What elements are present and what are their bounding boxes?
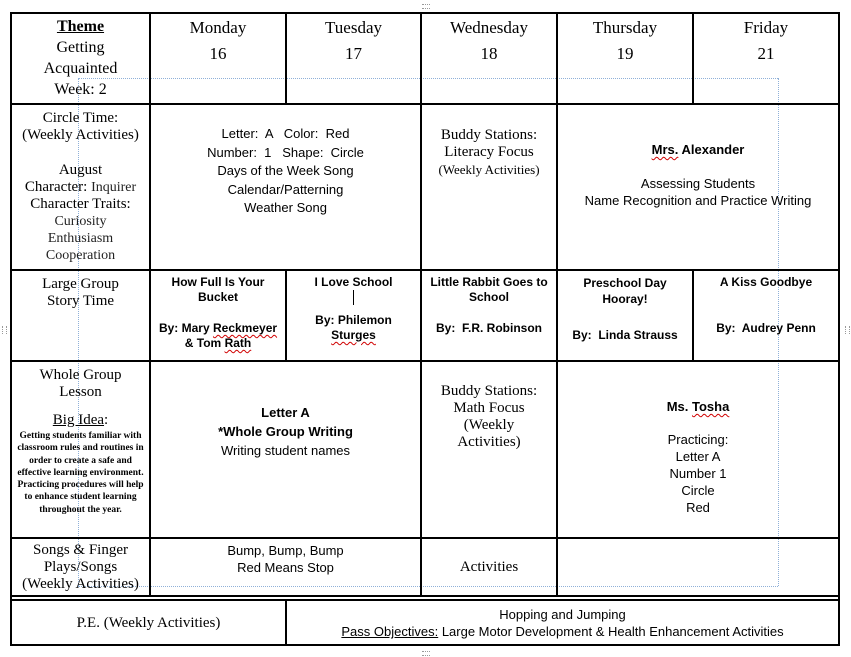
circle-activity: Calendar/Patterning xyxy=(227,181,344,197)
teacher-activity: Name Recognition and Practice Writing xyxy=(584,193,812,208)
table-border-bottom xyxy=(10,644,840,646)
book-author: By: Audrey Penn xyxy=(716,321,816,335)
whole-group-thu-fri xyxy=(558,362,838,537)
buddy-stations: Buddy Stations: xyxy=(440,383,538,399)
author-coauthor: & Tom xyxy=(184,336,222,350)
teacher-prefix: Ms. xyxy=(666,399,689,414)
book-title: A Kiss Goodbye xyxy=(719,275,813,289)
story-book-wednesday xyxy=(422,271,556,360)
theme-line: Getting xyxy=(56,39,105,56)
row-label: Lesson xyxy=(59,384,102,400)
book-author: By: F.R. Robinson xyxy=(436,321,542,335)
teacher-activity: Assessing Students xyxy=(640,176,756,191)
pe-objectives-text: Large Motor Development & Health Enhancement Activities xyxy=(438,624,784,639)
practice-item: Practicing: xyxy=(667,432,729,447)
resize-handle-right[interactable] xyxy=(845,326,850,334)
traits-label: Character Traits: xyxy=(30,196,131,212)
weekly-note: (Weekly xyxy=(463,417,515,433)
lesson-focus: *Whole Group Writing xyxy=(218,424,353,439)
book-title: I Love School xyxy=(314,275,393,289)
circle-activity: Number: 1 Shape: Circle xyxy=(207,144,364,160)
theme-cell xyxy=(12,14,149,103)
row-divider-5a xyxy=(10,595,840,597)
buddy-stations: Buddy Stations: xyxy=(440,127,538,143)
story-book-tuesday xyxy=(287,271,420,360)
weekly-note: (Weekly Activities) xyxy=(438,162,540,177)
theme-line: Acquainted xyxy=(43,60,118,77)
circle-activity: Letter: A Color: Red xyxy=(221,126,350,141)
lesson-detail: Writing student names xyxy=(220,443,351,458)
song-activities: Activities xyxy=(459,559,519,575)
trait: Cooperation xyxy=(45,248,116,263)
practice-item: Letter A xyxy=(675,449,721,464)
circle-time-mon-tue xyxy=(151,105,420,269)
practice-item: Circle xyxy=(681,483,715,498)
resize-handle-left[interactable] xyxy=(2,326,7,334)
book-author: By: Linda Strauss xyxy=(572,328,678,342)
story-time-label-cell xyxy=(12,271,149,360)
story-book-monday xyxy=(151,271,285,360)
day-name: Thursday xyxy=(592,18,658,37)
pe-objectives xyxy=(287,623,838,640)
big-idea-heading xyxy=(17,412,144,429)
book-title: How Full Is Your xyxy=(171,275,265,289)
month-label: August xyxy=(58,162,103,178)
row-label: Whole Group xyxy=(39,367,122,383)
author-by: By: Mary xyxy=(158,321,210,335)
row-label: Plays/Songs xyxy=(43,559,118,575)
day-header-wednesday xyxy=(422,14,556,103)
big-idea-title: Big Idea xyxy=(52,412,105,428)
book-title: Little Rabbit Goes to xyxy=(430,275,548,289)
day-date: 21 xyxy=(757,44,775,63)
circle-activity: Days of the Week Song xyxy=(217,163,354,178)
resize-handle-top[interactable] xyxy=(422,4,430,9)
book-author xyxy=(151,321,285,336)
author-coauthor-surname: Rath xyxy=(224,336,252,350)
day-header-monday xyxy=(151,14,285,103)
day-header-thursday xyxy=(558,14,692,103)
whole-group-mon-tue xyxy=(151,362,420,537)
circle-time-label-cell xyxy=(12,105,149,269)
day-header-friday xyxy=(694,14,838,103)
book-author xyxy=(151,336,285,351)
day-date: 17 xyxy=(345,44,362,63)
day-header-tuesday xyxy=(287,14,420,103)
focus-label: Math Focus xyxy=(453,400,525,416)
big-idea-colon: : xyxy=(104,412,109,428)
pe-objectives-label: Pass Objectives: xyxy=(341,624,439,639)
whole-group-wed xyxy=(422,362,556,537)
teacher-surname: Tosha xyxy=(691,399,730,414)
row-label: Songs & Finger xyxy=(32,542,128,558)
songs-label-cell xyxy=(12,539,149,595)
day-name: Tuesday xyxy=(325,18,382,37)
lesson-focus: Letter A xyxy=(261,405,310,420)
big-idea-text: Getting students familiar with classroom rules and routines in order to create a safe and effective learning environment. Practicing procedures will help to enhance student learning throughout the year. xyxy=(17,431,144,515)
whole-group-label-cell xyxy=(12,362,149,537)
row-label: Circle Time: xyxy=(42,110,119,126)
day-name: Monday xyxy=(189,18,247,37)
pe-content-cell xyxy=(287,601,838,644)
teacher-surname: Alexander xyxy=(681,142,745,157)
day-name: Wednesday xyxy=(450,18,528,37)
pe-activity: Hopping and Jumping xyxy=(499,607,626,622)
teacher-prefix: Mrs. xyxy=(651,142,679,157)
row-label: Story Time xyxy=(46,293,115,309)
weekly-note: Activities) xyxy=(457,434,521,450)
teacher-name xyxy=(558,141,838,158)
pe-label-cell xyxy=(12,601,285,644)
songs-wed xyxy=(422,539,556,595)
row-label: (Weekly Activities) xyxy=(22,127,139,143)
trait: Curiosity xyxy=(54,214,107,229)
author-surname: Sturges xyxy=(331,328,376,342)
row-label: P.E. (Weekly Activities) xyxy=(76,615,221,631)
practice-item: Number 1 xyxy=(669,466,727,481)
song-item: Red Means Stop xyxy=(237,560,334,575)
story-book-thursday xyxy=(558,271,692,360)
book-title: Bucket xyxy=(197,290,238,304)
day-date: 19 xyxy=(616,44,634,63)
book-author xyxy=(287,328,420,343)
book-title: Hooray! xyxy=(602,292,648,306)
theme-title: Theme xyxy=(56,18,105,35)
circle-activity: Weather Song xyxy=(244,200,327,215)
resize-handle-bottom[interactable] xyxy=(422,651,430,656)
day-date: 18 xyxy=(480,44,498,63)
theme-week: Week: 2 xyxy=(54,81,107,98)
row-label: Large Group xyxy=(42,276,119,292)
book-author: By: Philemon xyxy=(315,313,392,327)
row-label: (Weekly Activities) xyxy=(22,576,139,592)
text-cursor xyxy=(287,290,420,307)
practice-item: Red xyxy=(686,500,710,515)
circle-time-thu-fri xyxy=(558,105,838,269)
character-line xyxy=(12,179,149,196)
character-label: Character: xyxy=(24,179,88,195)
teacher-name xyxy=(558,398,838,415)
focus-label: Literacy Focus xyxy=(444,144,534,160)
songs-mon-tue xyxy=(151,539,420,595)
day-name: Friday xyxy=(743,18,789,37)
book-title: Preschool Day xyxy=(583,276,667,290)
book-title: School xyxy=(468,290,509,304)
day-date: 16 xyxy=(209,44,227,63)
character-value: Inquirer xyxy=(91,180,137,195)
table-border-right xyxy=(838,12,840,646)
author-surname: Reckmeyer xyxy=(212,321,278,335)
trait: Enthusiasm xyxy=(47,231,114,246)
circle-time-wed xyxy=(422,105,556,269)
song-item: Bump, Bump, Bump xyxy=(227,543,344,558)
story-book-friday xyxy=(694,271,838,360)
